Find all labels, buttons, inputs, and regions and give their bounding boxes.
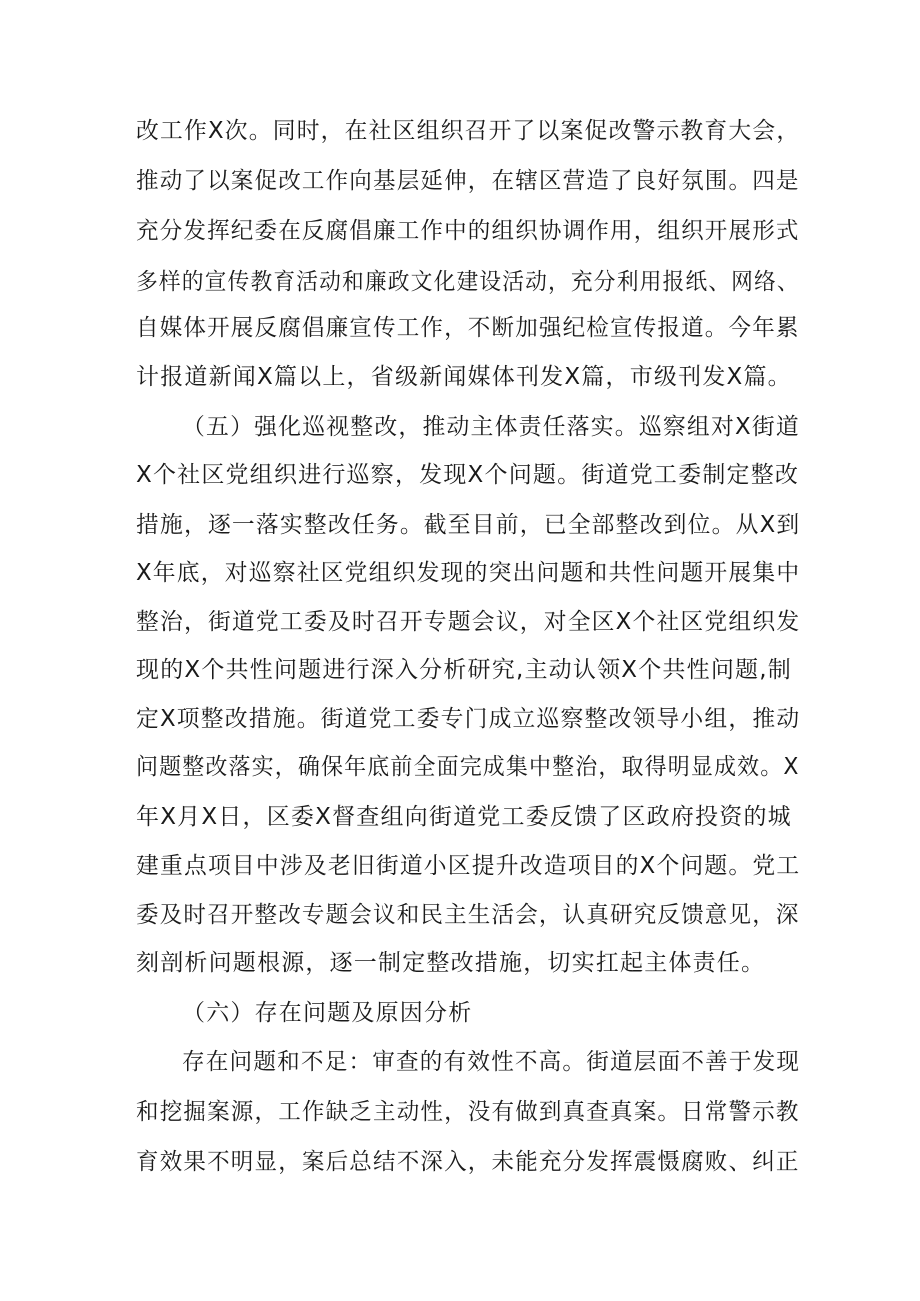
text-line: 计报道新闻X篇以上，省级新闻媒体刊发X篇，市级刊发X篇。 (136, 364, 792, 390)
text-line: 自媒体开展反腐倡廉宣传工作，不断加强纪检宣传报道。今年累 (136, 315, 800, 341)
text-line: 措施，逐一落实整改任务。截至目前，已全部整改到位。从X到 (136, 512, 801, 538)
text-line: 刻剖析问题根源，逐一制定整改措施，切实扛起主体责任。 (136, 950, 766, 976)
text-line: X个社区党组织进行巡察，发现X个问题。街道党工委制定整改 (136, 462, 800, 488)
text-line: 年X月X日，区委X督查组向街道党工委反馈了区政府投资的城 (136, 804, 792, 830)
text-line: 整治，街道党工委及时召开专题会议，对全区X个社区党组织发 (136, 609, 801, 635)
text-line: 改工作X次。同时，在社区组织召开了以案促改警示教育大会， (136, 118, 801, 144)
text-line: 多样的宣传教育活动和廉政文化建设活动，充分利用报纸、网络、 (136, 269, 800, 295)
text-line: 育效果不明显，案后总结不深入，未能充分发挥震慑腐败、纠正 (136, 1149, 800, 1175)
text-line: 推动了以案促改工作向基层延伸，在辖区营造了良好氛围。四是 (136, 168, 800, 194)
text-line: 建重点项目中涉及老旧街道小区提升改造项目的X个问题。党工 (136, 853, 801, 879)
text-line: 现的X个共性问题进行深入分析研究,主动认领X个共性问题,制 (136, 657, 792, 683)
text-line: 存在问题和不足：审查的有效性不高。街道层面不善于发现 (182, 1049, 801, 1075)
text-line: 和挖掘案源，工作缺乏主动性，没有做到真查真案。日常警示教 (136, 1099, 800, 1125)
text-line: X年底，对巡察社区党组织发现的突出问题和共性问题开展集中 (136, 560, 801, 586)
text-line: 问题整改落实，确保年底前全面完成集中整治，取得明显成效。X (136, 754, 800, 780)
text-line: 定X项整改措施。街道党工委专门成立巡察整改领导小组，推动 (136, 706, 801, 732)
section-heading-6: （六）存在问题及原因分析 (182, 1000, 473, 1026)
text-line: 充分发挥纪委在反腐倡廉工作中的组织协调作用，组织开展形式 (136, 218, 800, 244)
text-line: 委及时召开整改专题会议和民主生活会，认真研究反馈意见，深 (136, 902, 800, 928)
section-heading-5: （五）强化巡视整改，推动主体责任落实。巡察组对X街道 (182, 414, 800, 440)
